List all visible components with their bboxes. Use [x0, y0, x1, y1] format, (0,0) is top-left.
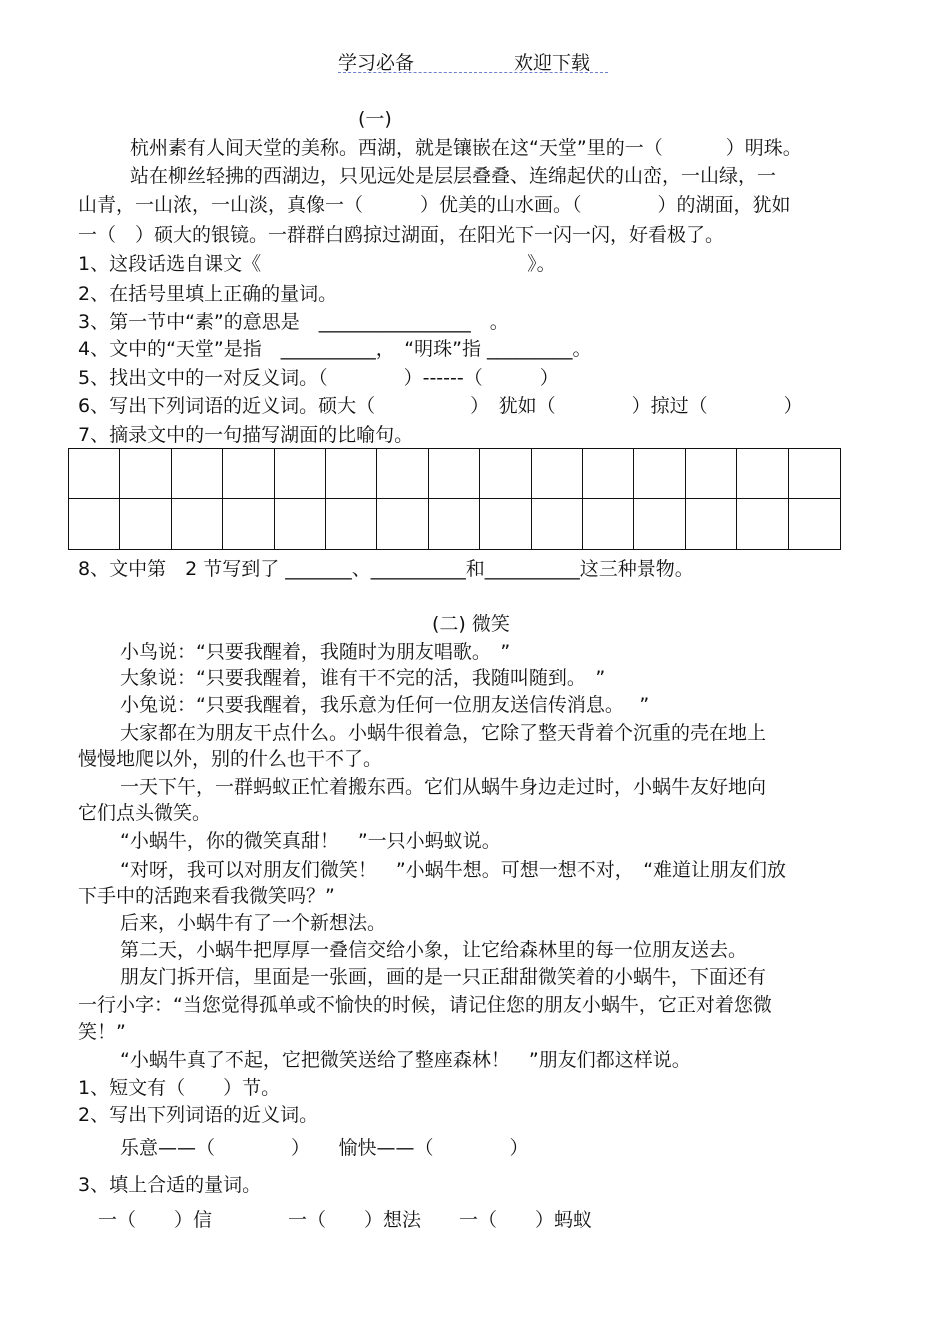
- grid-cell: [737, 449, 788, 499]
- story-line: 大家都在为朋友干点什么。小蜗牛很着急，它除了整天背着个沉重的壳在地上: [120, 722, 767, 744]
- section1-para-line: 站在柳丝轻拂的西湖边，只见远处是层层叠叠、连绵起伏的山峦，一山绿，一: [130, 165, 777, 187]
- grid-cell: [120, 499, 171, 549]
- story-line: “小蜗牛，你的微笑真甜！ ”一只小蚂蚁说。: [120, 830, 501, 852]
- section1-title: (一): [358, 108, 392, 130]
- grid-cell: [480, 499, 531, 549]
- section1-question-6: 6、写出下列词语的近义词。硕大（ ） 犹如（ ）掠过（ ）: [78, 395, 803, 417]
- section1-para-line: 杭州素有人间天堂的美称。西湖，就是镶嵌在这“天堂”里的一（ ）明珠。: [130, 137, 802, 159]
- grid-cell: [429, 449, 480, 499]
- story-line: 一行小字：“当您觉得孤单或不愉快的时候，请记住您的朋友小蜗牛，它正对着您微: [78, 994, 772, 1016]
- grid-cell: [223, 499, 274, 549]
- header-dashed-rule: [338, 72, 608, 73]
- story-line: 第二天，小蜗牛把厚厚一叠信交给小象，让它给森林里的每一位朋友送去。: [120, 939, 748, 961]
- section1-question-5: 5、找出文中的一对反义词。（ ）------（ ）: [78, 367, 559, 389]
- header-left: 学习必备: [338, 52, 415, 74]
- section1-para-line: 一（ ）硕大的银镜。一群群白鸥掠过湖面，在阳光下一闪一闪，好看极了。: [78, 224, 725, 246]
- grid-cell: [172, 499, 223, 549]
- section1-question-2: 2、在括号里填上正确的量词。: [78, 283, 338, 305]
- story-line: 朋友门拆开信，里面是一张画，画的是一只正甜甜微笑着的小蜗牛，下面还有: [120, 966, 767, 988]
- section2-question-1: 1、短文有（ ）节。: [78, 1077, 281, 1099]
- story-line: “小蜗牛真了不起，它把微笑送给了整座森林！ ”朋友们都这样说。: [120, 1049, 691, 1071]
- grid-cell: [275, 499, 326, 549]
- story-line: 小兔说：“只要我醒着，我乐意为任何一位朋友送信传消息。 ”: [120, 694, 650, 716]
- story-line: 笑！”: [78, 1021, 126, 1043]
- grid-cell: [634, 499, 685, 549]
- grid-cell: [275, 449, 326, 499]
- section1-question-7: 7、摘录文中的一句描写湖面的比喻句。: [78, 424, 414, 446]
- section1-question-3: 3、第一节中“素”的意思是 ________________ 。: [78, 311, 509, 333]
- grid-cell: [789, 499, 840, 549]
- grid-cell: [429, 499, 480, 549]
- section2-title: (二) 微笑: [432, 613, 510, 635]
- grid-cell: [120, 449, 171, 499]
- grid-cell: [686, 449, 737, 499]
- story-line: 一天下午，一群蚂蚁正忙着搬东西。它们从蜗牛身边走过时，小蜗牛友好地向: [120, 776, 767, 798]
- grid-cell: [69, 499, 120, 549]
- grid-cell: [69, 449, 120, 499]
- grid-cell: [583, 499, 634, 549]
- grid-cell: [377, 499, 428, 549]
- grid-cell: [789, 449, 840, 499]
- grid-cell: [532, 449, 583, 499]
- story-line: 慢慢地爬以外，别的什么也干不了。: [78, 748, 383, 770]
- story-line: “对呀，我可以对朋友们微笑！ ”小蜗牛想。可想一想不对， “难道让朋友们放: [120, 859, 787, 881]
- grid-cell: [377, 449, 428, 499]
- story-line: 下手中的活跑来看我微笑吗？”: [78, 885, 335, 907]
- header-text: [338, 48, 590, 75]
- story-line: 后来，小蜗牛有了一个新想法。: [120, 912, 387, 934]
- story-line: 它们点头微笑。: [78, 802, 212, 824]
- grid-cell: [223, 449, 274, 499]
- section1-question-8: 8、文中第 2 节写到了 _______、__________和__________这三种景物。: [78, 558, 694, 580]
- grid-cell: [634, 449, 685, 499]
- section2-question-2: 2、写出下列词语的近义词。: [78, 1104, 319, 1126]
- grid-cell: [480, 449, 531, 499]
- section2-measure-word-blanks: 一（ ）信 一（ ）想法 一（ ）蚂蚁: [98, 1209, 593, 1231]
- section1-para-line: 山青，一山浓，一山淡，真像一（ ）优美的山水画。（ ）的湖面，犹如: [78, 194, 791, 216]
- section1-question-1: 1、这段话选自课文《 》。: [78, 253, 556, 275]
- grid-cell: [326, 499, 377, 549]
- section2-question-3: 3、填上合适的量词。: [78, 1174, 262, 1196]
- section2-synonym-blanks: 乐意——（ ） 愉快——（ ）: [120, 1137, 529, 1159]
- grid-cell: [326, 449, 377, 499]
- grid-cell: [686, 499, 737, 549]
- grid-cell: [172, 449, 223, 499]
- story-line: 大象说：“只要我醒着，谁有干不完的活，我随叫随到。 ”: [120, 667, 606, 689]
- grid-cell: [737, 499, 788, 549]
- answer-writing-grid: [68, 448, 841, 550]
- story-line: 小鸟说：“只要我醒着，我随时为朋友唱歌。 ”: [120, 641, 511, 663]
- header-right: 欢迎下载: [514, 52, 591, 74]
- grid-cell: [532, 499, 583, 549]
- section1-question-4: 4、文中的“天堂”是指 __________， “明珠”指 _________。: [78, 338, 592, 360]
- grid-cell: [583, 449, 634, 499]
